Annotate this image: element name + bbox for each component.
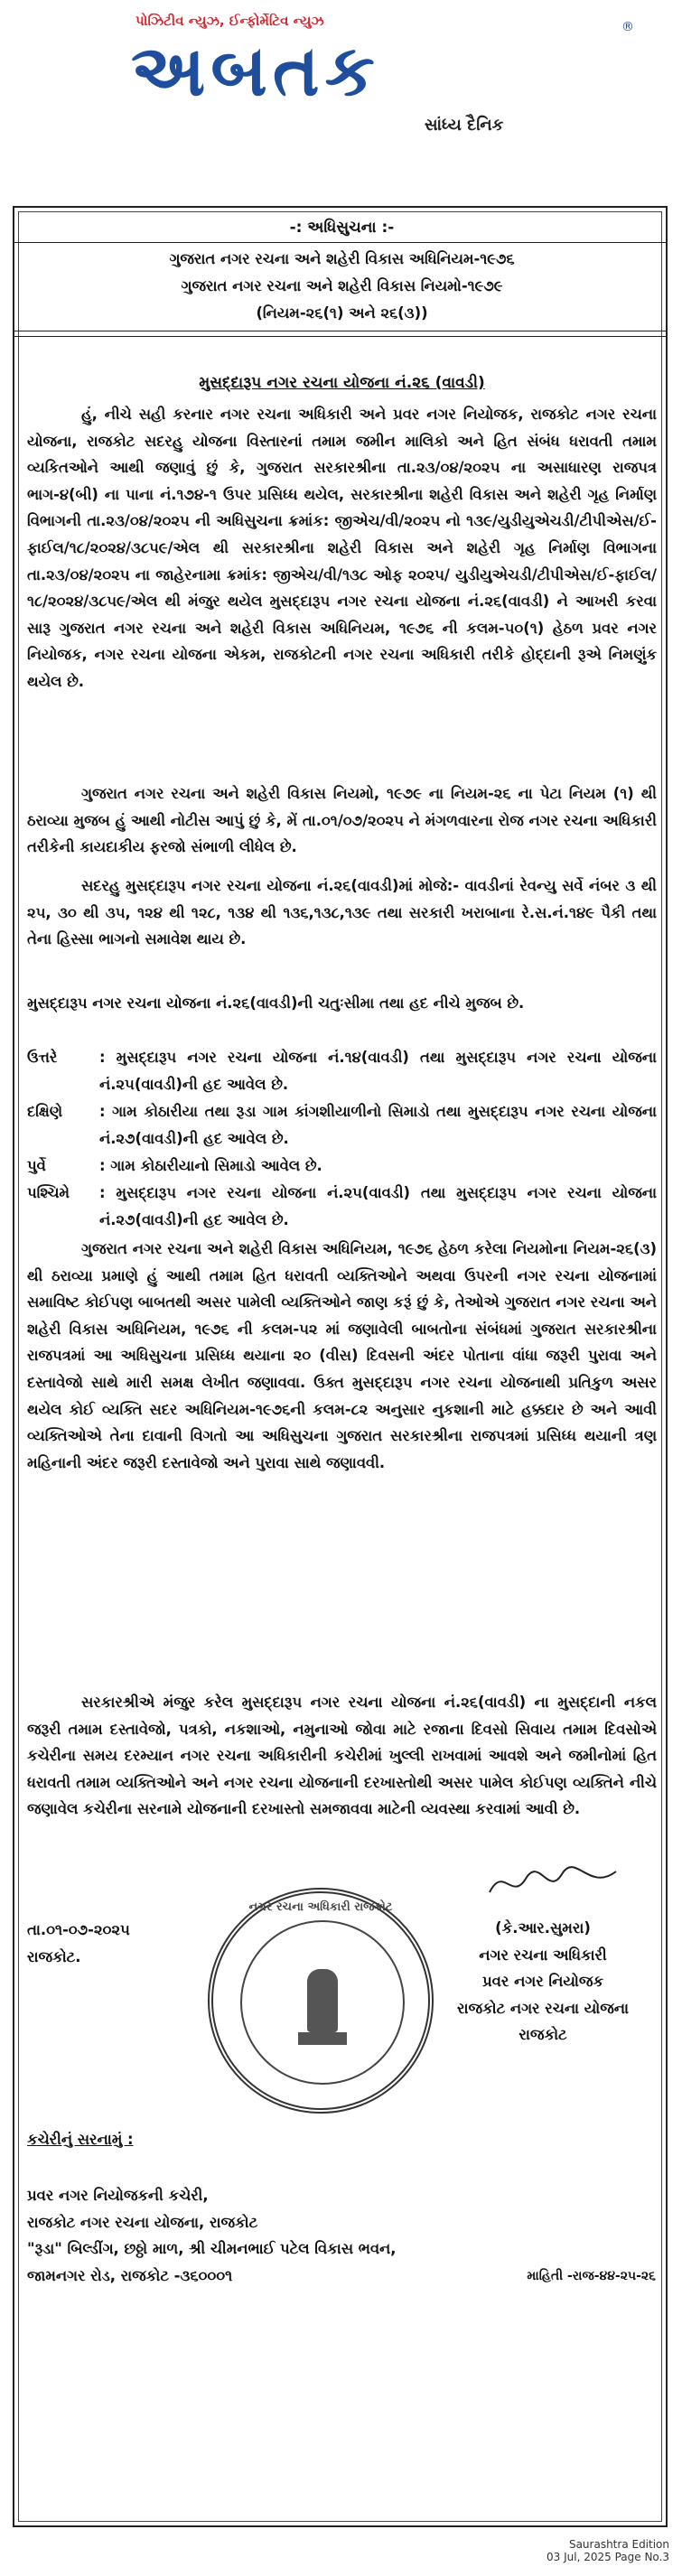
direction-label: દક્ષિણે [27, 1103, 63, 1120]
direction-text: : ગામ કોઠારીયા તથા રૂડા ગામ કાંગશીયાળીનો સિમાડો તથા મુસદ્દારૂપ નગર રચના યોજના નં.૨૭(વાવડી)ની હદ આવેલ છે. [99, 1103, 657, 1147]
official-seal [208, 1888, 434, 2114]
emblem-icon [307, 1969, 338, 2032]
signatory-block [430, 1915, 656, 2049]
notice-box [13, 206, 668, 2527]
direction-label: પુર્વે [27, 1157, 46, 1174]
direction-label: ઉત્તરે [27, 1049, 58, 1066]
address-line: જામનગર રોડ, રાજકોટ -૩૬૦૦૦૧ [27, 2266, 233, 2284]
signatory-designation: પ્રવર નગર નિયોજક [482, 1973, 603, 1991]
signatory-designation: નગર રચના અધિકારી [479, 1946, 607, 1964]
address-heading: કચેરીનું સરનામું : [27, 2131, 134, 2148]
divider [14, 336, 666, 337]
logo-subtitle: સાંધ્ય દૈનિક [425, 116, 504, 135]
page-footer [547, 2538, 669, 2563]
signatory-city: રાજકોટ [519, 2026, 567, 2044]
notice-date: તા.૦૧-૦૭-૨૦૨૫ [27, 1921, 130, 1938]
edition-label: Saurashtra Edition [568, 2538, 669, 2551]
act-line: ગુજરાત નગર રચના અને શહેરી વિકાસ નિયમો-૧૯૭૯ [181, 277, 503, 294]
paragraph-2: ગુજરાત નગર રચના અને શહેરી વિકાસ નિયમો, ૧૯૭૯ ના નિયમ-૨૬ ના પેટા નિયમ (૧) થી ઠરાવ્યા મુજબ હું આથી નોટીસ આપું છું કે, મેં તા.૦૧/૦૭/૨૦૨૫ ને મંગળવારના રોજ નગર રચના અધિકારી તરીકેની કાયદાકીય ફરજો સંભાળી લીધેલ છે. [27, 785, 657, 856]
paragraph-5: સરકારશ્રીએ મંજુર કરેલ મુસદ્દારૂપ નગર રચના યોજના નં.૨૬(વાવડી) ના મુસદ્દાની નકલ જરૂરી તમામ દસ્તાવેજો, પત્રકો, નકશાઓ, નમુનાઓ જોવા માટે રજાના દિવસો સિવાય તમામ દિવસોએ કચેરીના સમય દરમ્યાન નગર રચના અધિકારીની કચેરીમાં ખુલ્લી રાખવામાં આવશે અને જમીનોમાં હિત ધરાવતી તમામ વ્યક્તિઓને અને નગર રચના યોજનાની દરખાસ્તોથી અસર પામેલ કોઈપણ વ્યક્તિને નીચે જણાવેલ કચેરીના સરનામે યોજનાની દરખાસ્તો સમજાવવા માટેની વ્યવસ્થા કરવામાં આવી છે. [27, 1694, 657, 1818]
tagline: પોઝિટીવ ન્યુઝ, ઈન્ફોર્મેટિવ ન્યુઝ [135, 13, 324, 29]
seal-text: નગર રચના અધિકારી રાજકોટ [248, 1900, 393, 1914]
act-line: (નિયમ-૨૬(૧) અને ૨૬(૩)) [256, 304, 428, 322]
divider [14, 242, 666, 243]
direction-text: : મુસદ્દારૂપ નગર રચના યોજના નં.૨૫(વાવડી) તથા મુસદ્દારૂપ નગર રચના યોજના નં.૨૭(વાવડી)ની હદ આવેલ છે. [99, 1184, 657, 1228]
notice-heading: -: અધિસુચના :- [289, 219, 395, 237]
date-page-label: 03 Jul, 2025 Page No.3 [547, 2551, 669, 2563]
seal-inner-ring [240, 1920, 405, 2085]
address-line: "રૂડા" બિલ્ડીંગ, છઠ્ઠો માળ, શ્રી ચીમનભાઈ પટેલ વિકાસ ભવન, [27, 2240, 397, 2258]
notice-place: રાજકોટ. [27, 1948, 81, 1965]
address-line: પ્રવર નગર નિયોજકની કચેરી, [27, 2187, 209, 2204]
boundary-east [27, 1153, 657, 1180]
scheme-title: મુસદ્દારૂપ નગર રચના યોજના નં.૨૬ (વાવડી) [199, 374, 485, 392]
signatory-designation: રાજકોટ નગર રચના યોજના [456, 1999, 630, 2017]
paragraph-4: ગુજરાત નગર રચના અને શહેરી વિકાસ અધિનિયમ, ૧૯૭૬ હેઠળ કરેલા નિયમોના નિયમ-૨૬(૩) થી ઠરાવ્યા પ્રમાણે હું આથી તમામ હિત ધરાવતી વ્યક્તિઓને અથવા ઉપરની નગર રચના યોજનામાં સમાવિષ્ટ કોઈપણ બાબતથી અસર પામેલી વ્યક્તિઓને જાણ કરૂં છું કે, તેઓએ ગુજરાત નગર રચના અને શહેરી વિકાસ અધિનિયમ, ૧૯૭૬ ની કલમ-૫૨ માં જણાવેલી બાબતોના સંબંધમાં ગુજરાત સરકારશ્રીના રાજપત્રમાં આ અધિસુચના પ્રસિધ્ધ થયાના ૨૦ (વીસ) દિવસની અંદર પોતાના વાંધા જરૂરી પુરાવા અને દસ્તાવેજો સાથે મારી સમક્ષ લેખીત જણાવવા. ઉક્ત મુસદ્દારૂપ નગર રચના યોજનાથી પ્રતિકુળ અસર થયેલ કોઈ વ્યક્તિ સદર અધિનિયમ-૧૯૭૬ની કલમ-૮૨ અનુસાર નુકશાની માટે હક્કદાર છે અને આવી વ્યક્તિઓએ તેના દાવાની વિગતો આ અધિસુચના ગુજરાત સરકારશ્રીના રાજપત્રમાં પ્રસિધ્ધ થયાની ત્રણ મહિનાની અંદર જરૂરી દસ્તાવેજો અને પુરાવા સાથે જણાવવી. [27, 1240, 657, 1471]
emblem-base-icon [298, 2032, 347, 2045]
masthead [0, 0, 682, 152]
act-line: ગુજરાત નગર રચના અને શહેરી વિકાસ અધિનિયમ-૧૯૭૬ [169, 250, 515, 267]
direction-text: : મુસદ્દારૂપ નગર રચના યોજના નં.૧૪(વાવડી) તથા મુસદ્દારૂપ નગર રચના યોજના નં.૨૫(વાવડી)ની હદ આવેલ છે. [99, 1049, 657, 1093]
address-line: રાજકોટ નગર રચના યોજના, રાજકોટ [27, 2213, 258, 2231]
boundary-north [27, 1044, 657, 1098]
info-reference: માહિતી -રાજ-૪૪-૨૫-૨૬ [527, 2269, 656, 2283]
paragraph-3: સદરહુ મુસદ્દારૂપ નગર રચના યોજના નં.૨૬(વાવડી)માં મોજે:- વાવડીનાં રેવન્યુ સર્વે નંબર ૩ થી ૨૫, ૩૦ થી ૩૫, ૧૨૪ થી ૧૨૮, ૧૩૪ થી ૧૩૬,૧૩૮,૧૩૯ તથા સરકારી ખરાબાના રે.સ.નં.૧૪૯ પૈકી તથા તેના હિસ્સા ભાગનો સમાવેશ થાય છે. [27, 877, 657, 948]
boundary-south [27, 1098, 657, 1153]
signature-scribble [481, 1861, 625, 1906]
paragraph-1: હું, નીચે સહી કરનાર નગર રચના અધિકારી અને પ્રવર નગર નિયોજક, રાજકોટ નગર રચના યોજના, રાજકોટ સદરહુ યોજના વિસ્તારનાં તમામ જમીન માલિકો અને હિત સંબંધ ધરાવતી તમામ વ્યકિતઓને આથી જણાવું છું કે, ગુજરાત સરકારશ્રીના તા.૨૩/૦૪/૨૦૨૫ ના અસાધારણ રાજપત્ર ભાગ-૪(બી) ના પાના નં.૧૭૪-૧ ઉપર પ્રસિધ્ધ થયેલ, સરકારશ્રીના શહેરી વિકાસ અને શહેરી ગૃહ નિર્માણ વિભાગની તા.૨૩/૦૪/૨૦૨૫ ની અધિસુચના ક્રમાંક: જીએચ/વી/૨૦૨૫ નો ૧૩૯/યુડીયુએચડી/ટીપીએસ/ઈ-ફાઈલ/૧૮/૨૦૨૪/૩૮૫૯/એલ થી સરકારશ્રીના શહેરી વિકાસ અને શહેરી ગૃહ નિર્માણ વિભાગના તા.૨૩/૦૪/૨૦૨૫ ના જાહેરનામા ક્રમાંક: જીએચ/વી/૧૩૮ ઓફ ૨૦૨૫/ યુડીયુએચડી/ટીપીએસ/ઈ-ફાઈલ/૧૮/૨૦૨૪/૩૮૫૯/એલ થી મંજુર થયેલ મુસદ્દારૂપ નગર રચના યોજના નં.૨૬(વાવડી) ને આખરી કરવા સારૂ ગુજરાત નગર રચના અને શહેરી વિકાસ અધિનિયમ, ૧૯૭૬ ની કલમ-૫૦(૧) હેઠળ પ્રવર નગર નિયોજક, નગર રચના યોજના એકમ, રાજકોટની નગર રચના અધિકારી તરીકે હોદ્દાની રૂએ નિમણુંક થયેલ છે. [27, 406, 657, 690]
boundary-west [27, 1180, 657, 1234]
newspaper-logo: અબતક [131, 31, 380, 112]
direction-label: પશ્ચિમે [27, 1184, 70, 1201]
registered-mark: ® [621, 20, 634, 34]
boundary-heading: મુસદ્દારૂપ નગર રચના યોજના નં.૨૬(વાવડી)ની ચતુઃસીમા તથા હદ નીચે મુજબ છે. [27, 994, 525, 1012]
act-titles [27, 246, 657, 327]
signatory-name: (કે.આર.સુમરા) [495, 1919, 591, 1937]
direction-text: : ગામ કોઠારીયાનો સિમાડો આવેલ છે. [99, 1157, 322, 1174]
